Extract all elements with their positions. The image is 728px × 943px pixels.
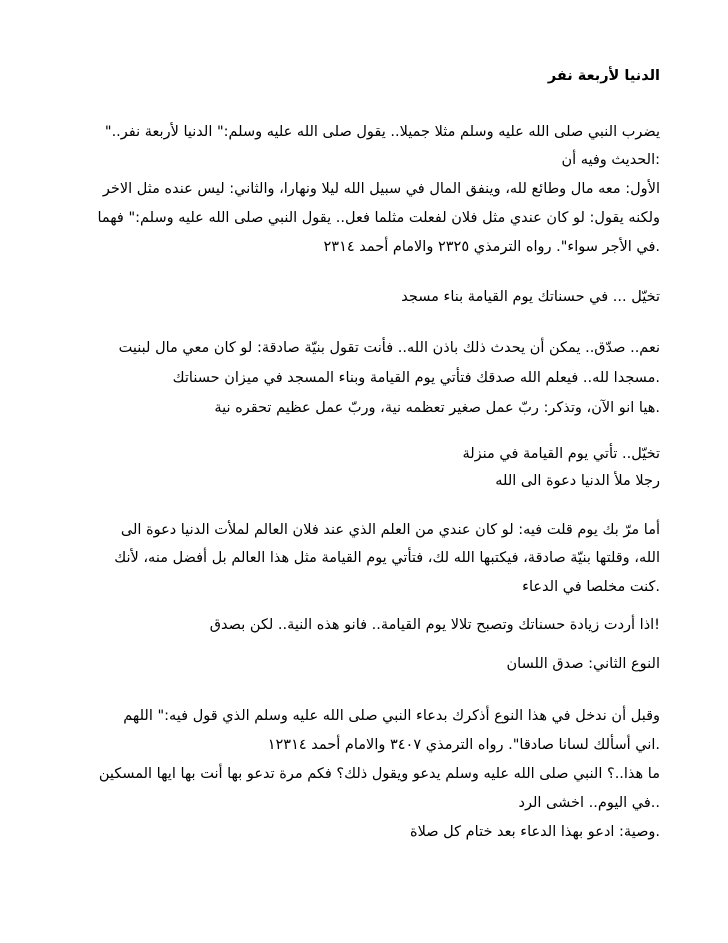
text-line: .وصية: ادعو بهذا الدعاء بعد ختام كل صلاة [410,824,660,840]
text-line: .اني أسألك لسانا صادقا". رواه الترمذي ٣٤٠٧ والامام أحمد ١٢٣١٤ [267,737,660,753]
text-line: أما مرّ بك يوم قلت فيه: لو كان عندي من العلم الذي عند فلان العالم لملأت الدنيا دعوة الى [120,522,660,538]
text-line: ولكنه يقول: لو كان عندي مثل فلان لفعلت مثلما فعل.. يقول النبي صلى الله عليه وسلم:" فهما [97,210,660,226]
text-line: وقبل أن ندخل في هذا النوع أذكرك بدعاء النبي صلى الله عليه وسلم الذي قول فيه:" اللهم [123,708,660,724]
section-heading: رجلا ملأ الدنيا دعوة الى الله [495,473,660,489]
document-title: الدنيا لأربعة نفر [547,68,660,84]
text-line: ..في اليوم.. اخشى الرد [518,795,660,811]
text-line: :الحديث وفيه أن [561,152,660,168]
text-line: نعم.. صدّق.. يمكن أن يحدث ذلك باذن الله.. فأنت تقول بنيّة صادقة: لو كان معي مال لبنيت [118,340,660,356]
text-line: .مسجدا لله.. فيعلم الله صدقك فتأتي يوم القيامة وبناء المسجد في ميزان حسناتك [172,370,660,386]
text-line: ما هذا..؟ النبي صلى الله عليه وسلم يدعو ويقول ذلك؟ فكم مرة تدعو بها أنت بها ايها المسكين [98,766,660,782]
text-line: يضرب النبي صلى الله عليه وسلم مثلا جميلا.. يقول صلى الله عليه وسلم:" الدنيا لأربعة نفر.." [104,124,660,140]
section-heading: تخيّل ... في حسناتك يوم القيامة بناء مسجد [401,289,660,305]
text-line: الأول: معه مال وطائع لله، وينفق المال في سبيل الله ليلا ونهارا، والثاني: ليس عنده مثل الاخر [102,181,660,197]
section-heading: النوع الثاني: صدق اللسان [506,656,660,672]
text-line: .هيا انو الآن، وتذكر: ربّ عمل صغير تعظمه نية، وربّ عمل عظيم تحقره نية [214,400,660,416]
text-line: .في الأجر سواء". رواه الترمذي ٢٣٢٥ والامام أحمد ٢٣١٤ [323,239,660,255]
text-line: !اذا أردت زيادة حسناتك وتصبح تلالا يوم القيامة.. فانو هذه النية.. لكن بصدق [209,617,660,633]
section-heading: تخيّل.. تأتي يوم القيامة في منزلة [462,446,660,462]
text-line: .كنت مخلصا في الدعاء [522,579,660,595]
text-line: الله، وقلتها بنيّة صادقة، فيكتبها الله لك، فتأتي يوم القيامة مثل هذا العالم بل أفضل منه، لأنك [114,550,660,566]
